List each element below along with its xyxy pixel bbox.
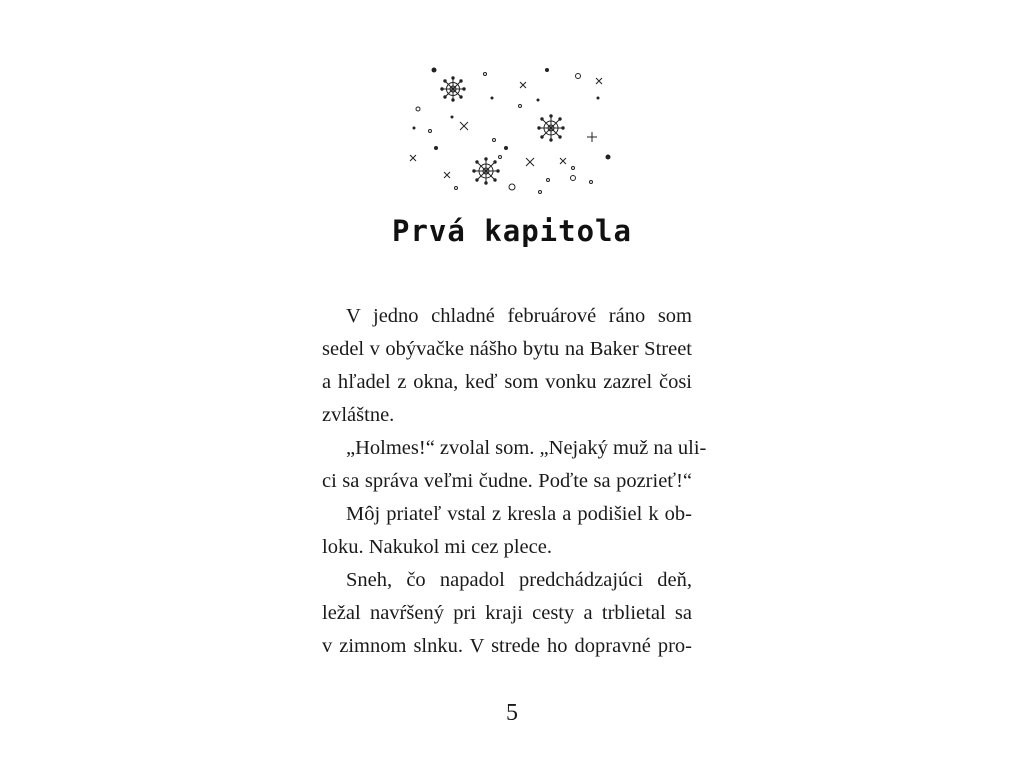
text-line: Môj priateľ vstal z kresla a podišiel k ob- bbox=[346, 503, 692, 525]
text-line: zvláštne. bbox=[322, 404, 395, 426]
paragraph-4 bbox=[322, 564, 692, 663]
text-line: a hľadel z okna, keď som vonku zazrel čosi bbox=[322, 371, 692, 393]
snowflakes-illustration-icon bbox=[400, 60, 630, 200]
text-line: sedel v obývačke nášho bytu na Baker Street bbox=[322, 338, 692, 360]
paragraph-1 bbox=[322, 300, 692, 432]
chapter-title: Prvá kapitola bbox=[392, 214, 632, 248]
text-line: v zimnom slnku. V strede ho dopravné pro- bbox=[322, 635, 692, 657]
page-number: 5 bbox=[506, 700, 518, 726]
text-line: loku. Nakukol mi cez plece. bbox=[322, 536, 552, 558]
text-line: „Holmes!“ zvolal som. „Nejaký muž na uli- bbox=[346, 437, 707, 459]
paragraph-3 bbox=[322, 498, 692, 564]
text-line: Sneh, čo napadol predchádzajúci deň, bbox=[346, 569, 692, 591]
chapter-body bbox=[322, 300, 707, 663]
text-line: ležal navŕšený pri kraji cesty a trblietal sa bbox=[322, 602, 692, 624]
paragraph-2 bbox=[322, 432, 707, 498]
text-line: V jedno chladné februárové ráno som bbox=[346, 305, 692, 327]
text-line: ci sa správa veľmi čudne. Poďte sa pozrieť!“ bbox=[322, 470, 692, 492]
